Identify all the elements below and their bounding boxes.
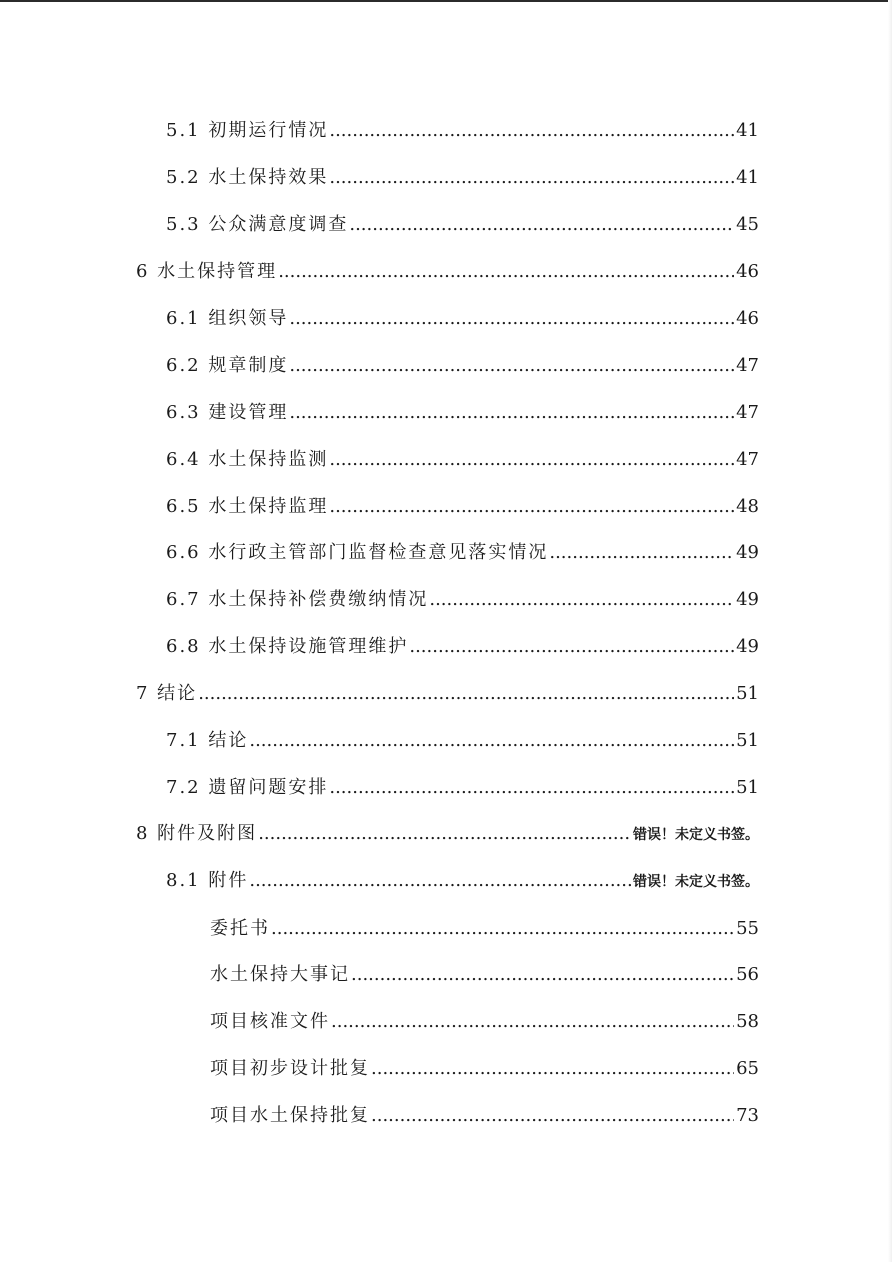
toc-entry[interactable] <box>0 249 892 296</box>
toc-entry-page-number: 58 <box>736 1011 759 1033</box>
table-of-contents <box>0 108 892 1140</box>
toc-dot-leader <box>351 963 734 987</box>
toc-entry[interactable] <box>0 108 892 155</box>
toc-entry-label: 7.1 结论 <box>166 730 249 752</box>
toc-entry-page-number: 55 <box>736 917 759 939</box>
toc-dot-leader <box>329 776 734 800</box>
toc-entry-page-number: 47 <box>736 401 759 423</box>
toc-entry-label: 6.7 水土保持补偿费缴纳情况 <box>166 589 429 611</box>
toc-entry-label: 7.2 遗留问题安排 <box>166 776 329 798</box>
toc-entry[interactable] <box>0 296 892 343</box>
toc-entry-label: 7 结论 <box>136 683 198 705</box>
toc-entry-label: 项目初步设计批复 <box>210 1058 370 1080</box>
page-top-border <box>0 0 892 2</box>
toc-entry[interactable] <box>0 718 892 765</box>
toc-entry[interactable] <box>0 1093 892 1140</box>
toc-entry[interactable] <box>0 952 892 999</box>
toc-entry[interactable] <box>0 764 892 811</box>
toc-entry[interactable] <box>0 624 892 671</box>
toc-entry-label: 委托书 <box>210 917 270 939</box>
toc-entry[interactable] <box>0 811 892 858</box>
toc-dot-leader <box>429 588 734 612</box>
toc-entry-label: 项目水土保持批复 <box>210 1105 370 1127</box>
toc-dot-leader <box>549 541 734 565</box>
toc-entry[interactable] <box>0 858 892 905</box>
toc-entry-page-number: 49 <box>736 589 759 611</box>
toc-entry[interactable] <box>0 436 892 483</box>
toc-entry[interactable] <box>0 202 892 249</box>
toc-entry-bookmark-error: 错误！未定义书签。 <box>633 874 759 891</box>
toc-entry-page-number: 56 <box>736 964 759 986</box>
toc-entry-page-number: 46 <box>736 261 759 283</box>
toc-dot-leader <box>249 869 631 893</box>
toc-entry-label: 6.8 水土保持设施管理维护 <box>166 636 409 658</box>
toc-dot-leader <box>329 166 734 190</box>
toc-entry-page-number: 73 <box>736 1105 759 1127</box>
toc-entry-page-number: 51 <box>736 683 759 705</box>
toc-entry-page-number: 46 <box>736 308 759 329</box>
toc-entry-page-number: 49 <box>736 542 759 564</box>
toc-entry-label: 8 附件及附图 <box>136 823 258 845</box>
toc-entry-page-number: 48 <box>736 495 759 517</box>
toc-entry[interactable] <box>0 999 892 1046</box>
toc-entry-page-number: 51 <box>736 776 759 798</box>
toc-entry-page-number: 41 <box>736 167 759 189</box>
toc-entry[interactable] <box>0 671 892 718</box>
toc-dot-leader <box>329 448 734 472</box>
toc-dot-leader <box>331 1010 734 1034</box>
toc-entry-page-number: 45 <box>736 214 759 236</box>
toc-dot-leader <box>371 1057 734 1081</box>
toc-dot-leader <box>289 401 734 425</box>
toc-entry-label: 6.5 水土保持监理 <box>166 495 329 517</box>
toc-entry-page-number: 47 <box>736 448 759 470</box>
toc-entry-label: 8.1 附件 <box>166 870 249 892</box>
toc-entry[interactable] <box>0 530 892 577</box>
toc-entry-label: 5.3 公众满意度调查 <box>166 214 349 236</box>
toc-dot-leader <box>409 635 734 659</box>
toc-entry-page-number: 47 <box>736 354 759 376</box>
toc-entry-page-number: 51 <box>736 730 759 752</box>
toc-dot-leader <box>329 495 734 519</box>
toc-entry[interactable] <box>0 905 892 952</box>
toc-entry[interactable] <box>0 342 892 389</box>
toc-dot-leader <box>271 917 734 941</box>
toc-dot-leader <box>278 260 734 284</box>
toc-dot-leader <box>349 213 734 237</box>
toc-entry-label: 6.4 水土保持监测 <box>166 448 329 470</box>
toc-dot-leader <box>249 729 734 753</box>
toc-entry-label: 水土保持大事记 <box>210 964 350 986</box>
toc-entry[interactable] <box>0 483 892 530</box>
toc-entry-page-number: 41 <box>736 120 759 142</box>
toc-entry-label: 6.3 建设管理 <box>166 401 289 423</box>
toc-dot-leader <box>289 354 734 378</box>
toc-entry-bookmark-error: 错误！未定义书签。 <box>633 827 759 844</box>
toc-dot-leader <box>198 682 734 706</box>
toc-entry-label: 项目核准文件 <box>210 1011 330 1033</box>
toc-dot-leader <box>371 1104 734 1128</box>
toc-entry[interactable] <box>0 389 892 436</box>
toc-entry-label: 6 水土保持管理 <box>136 261 278 283</box>
toc-entry-label: 6.6 水行政主管部门监督检查意见落实情况 <box>166 542 549 564</box>
toc-entry-label: 5.1 初期运行情况 <box>166 120 329 142</box>
toc-dot-leader <box>289 307 734 331</box>
toc-entry-page-number: 49 <box>736 636 759 658</box>
toc-entry-label: 6.1 组织领导 <box>166 308 289 329</box>
toc-entry-label: 5.2 水土保持效果 <box>166 167 329 189</box>
toc-entry-label: 6.2 规章制度 <box>166 354 289 376</box>
toc-entry[interactable] <box>0 155 892 202</box>
toc-entry-page-number: 65 <box>736 1058 759 1080</box>
toc-entry[interactable] <box>0 1046 892 1093</box>
toc-dot-leader <box>329 119 734 143</box>
toc-dot-leader <box>258 822 631 846</box>
toc-entry[interactable] <box>0 577 892 624</box>
